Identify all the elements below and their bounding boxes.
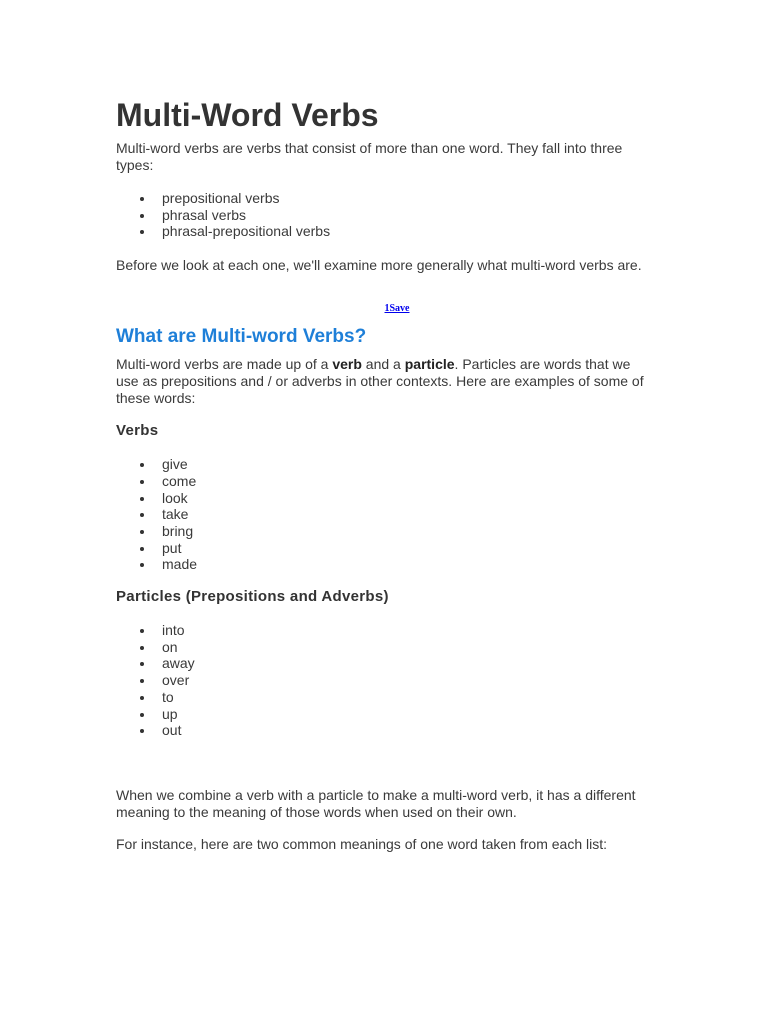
list-item: out xyxy=(116,722,648,739)
list-item: phrasal verbs xyxy=(116,207,648,224)
list-item: put xyxy=(116,540,648,557)
list-item: phrasal-prepositional verbs xyxy=(116,223,648,240)
list-item: made xyxy=(116,556,648,573)
particles-list xyxy=(116,622,648,739)
list-item: give xyxy=(116,456,648,473)
list-item: bring xyxy=(116,523,648,540)
list-item: over xyxy=(116,672,648,689)
definition-text-pre: Multi-word verbs are made up of a xyxy=(116,356,333,373)
list-item: up xyxy=(116,706,648,723)
list-item: look xyxy=(116,490,648,507)
list-item: to xyxy=(116,689,648,706)
page-title: Multi-Word Verbs xyxy=(116,97,379,133)
before-paragraph: Before we look at each one, we'll examine more generally what multi-word verbs are. xyxy=(116,257,642,274)
section-heading: What are Multi-word Verbs? xyxy=(116,326,367,348)
particle-term: particle xyxy=(404,356,455,373)
verb-term: verb xyxy=(332,356,362,373)
save-count: 1 xyxy=(384,303,390,315)
save-link[interactable] xyxy=(385,303,410,314)
instance-paragraph: For instance, here are two common meanings of one word taken from each list: xyxy=(116,835,608,852)
intro-paragraph: Multi-word verbs are verbs that consist of more than one word. They fall into three types: xyxy=(116,140,623,173)
list-item: away xyxy=(116,655,648,672)
list-item: on xyxy=(116,639,648,656)
list-item: prepositional verbs xyxy=(116,190,648,207)
definition-text-mid: and a xyxy=(361,356,405,373)
list-item: take xyxy=(116,506,648,523)
particles-heading: Particles (Prepositions and Adverbs) xyxy=(116,588,389,606)
list-item: into xyxy=(116,622,648,639)
list-item: come xyxy=(116,473,648,490)
save-label: Save xyxy=(389,303,410,315)
definition-text-post: . Particles are words that we use as prepositions and / or adverbs in other contexts. Here are examples of some of these words: xyxy=(116,356,644,407)
verbs-list xyxy=(116,456,648,573)
verb-types-list xyxy=(116,190,648,240)
save-row xyxy=(116,303,648,315)
definition-paragraph xyxy=(116,356,648,407)
verbs-heading: Verbs xyxy=(116,422,159,440)
combine-paragraph: When we combine a verb with a particle to make a multi-word verb, it has a different meaning to the meaning of those words when used on their own. xyxy=(116,786,636,820)
